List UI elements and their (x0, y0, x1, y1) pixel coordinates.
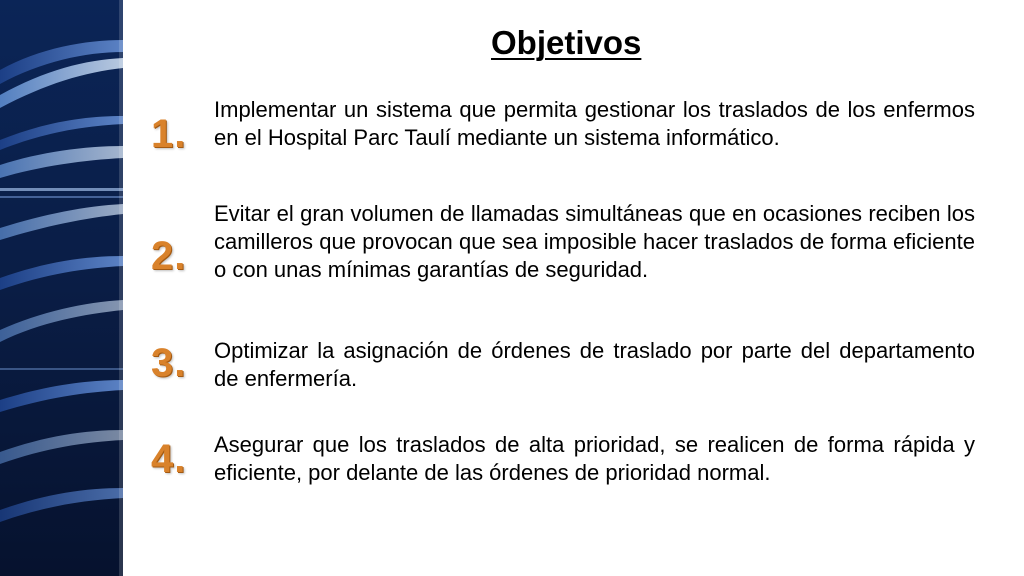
slide-title: Objetivos (491, 24, 642, 61)
decorative-side-band (0, 0, 123, 576)
objective-number: 4. (151, 437, 187, 481)
objective-text: Evitar el gran volumen de llamadas simultáneas que en ocasiones reciben los camilleros que provocan que sea imposible hacer traslados de forma eficiente o con unas mínimas garantías de seguridad. (214, 201, 975, 282)
objective-number: 3. (151, 341, 187, 385)
objective-text: Optimizar la asignación de órdenes de traslado por parte del departamento de enfermería. (214, 338, 975, 391)
objective-text: Implementar un sistema que permita gestionar los traslados de los enfermos en el Hospital Parc Taulí mediante un sistema informático. (214, 97, 975, 150)
objective-number: 2. (151, 234, 187, 278)
wave-pattern-graphic (0, 0, 123, 576)
objective-number: 1. (151, 112, 187, 156)
objective-text: Asegurar que los traslados de alta prioridad, se realicen de forma rápida y eficiente, por delante de las órdenes de prioridad normal. (214, 432, 975, 485)
